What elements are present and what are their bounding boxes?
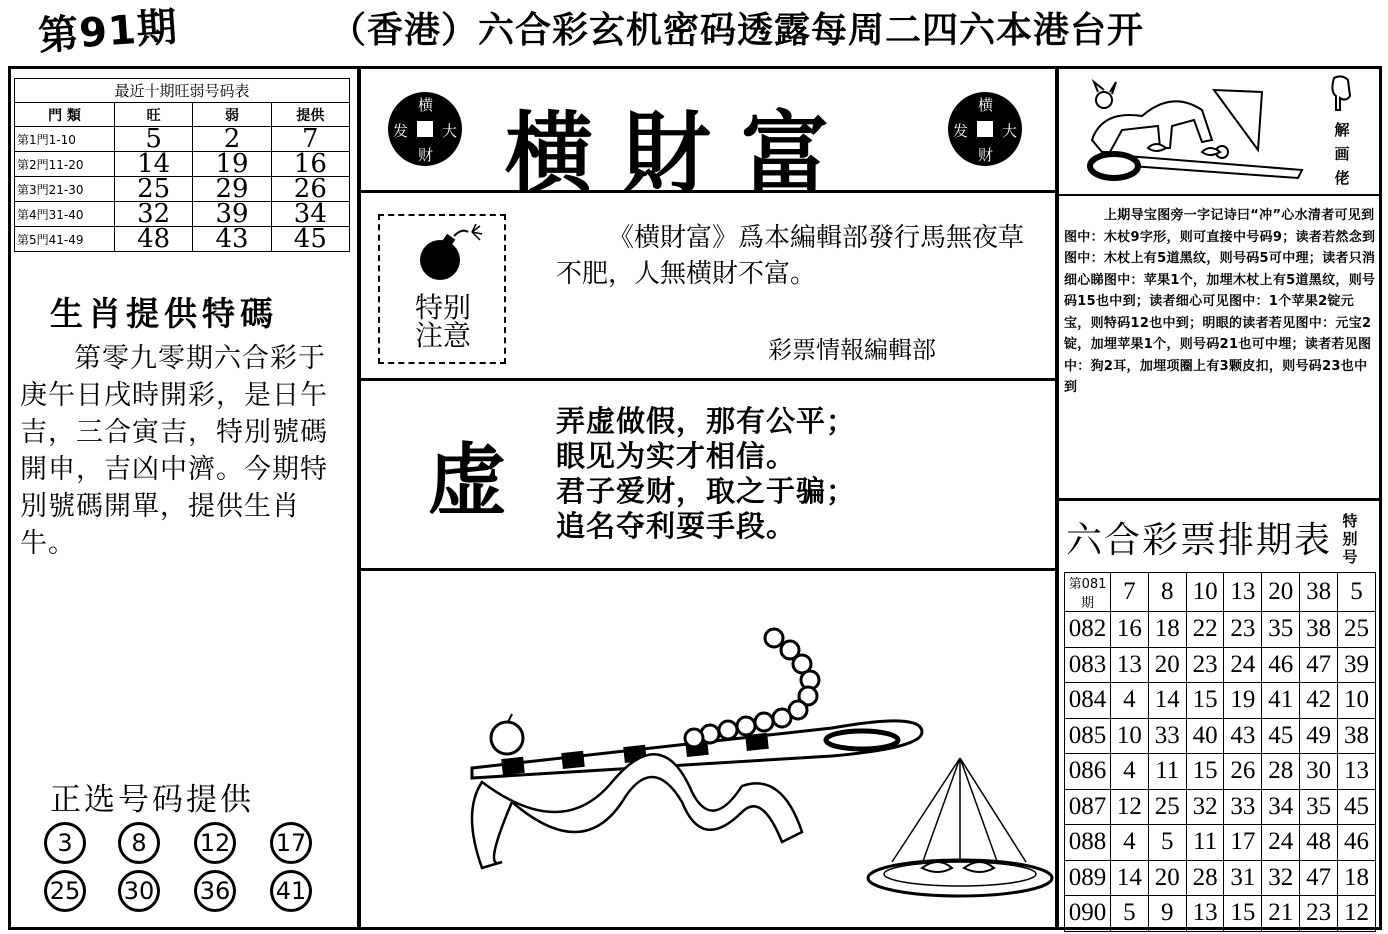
special-cell: 46 [1338,825,1376,861]
number-cell: 20 [1148,860,1186,896]
pick-ball: 30 [118,870,160,912]
strong-value: 25 [115,177,193,202]
poem-line: 君子爱财，取之于骗； [556,474,857,508]
special-cell: 5 [1338,573,1376,612]
number-cell: 13 [1111,647,1149,683]
number-cell: 30 [1300,754,1338,790]
special-header-char: 特 [1342,512,1358,530]
number-cell: 17 [1224,825,1262,861]
hint-side-char: 解 [1334,121,1350,139]
number-cell: 5 [1111,896,1149,932]
offer-value: 45 [271,227,349,252]
number-cell: 35 [1300,789,1338,825]
pick-ball: 12 [194,822,236,864]
coin-char-left: 发 [393,122,409,140]
special-header-char: 号 [1342,548,1358,566]
pick-ball: 17 [270,822,312,864]
offer-value: 16 [271,152,349,177]
special-header-char: 别 [1342,530,1358,548]
schedule-row [1065,718,1376,754]
number-cell: 34 [1262,789,1300,825]
number-cell: 15 [1186,754,1224,790]
weak-value: 2 [193,127,271,152]
strong-value: 32 [115,202,193,227]
number-cell: 22 [1186,612,1224,648]
strength-table [14,78,350,252]
col-header-weak: 弱 [193,103,271,127]
divider [358,378,1058,381]
period-cell: 089 [1065,860,1111,896]
period-cell: 084 [1065,683,1111,719]
schedule-row [1065,789,1376,825]
weak-value: 19 [193,152,271,177]
weak-value: 43 [193,227,271,252]
poem-line: 追名夺利耍手段。 [556,509,797,543]
coin-char-bottom: 财 [418,146,434,164]
special-header [1330,512,1370,566]
number-cell: 11 [1186,825,1224,861]
table-row [15,177,350,202]
number-cell: 38 [1300,612,1338,648]
special-cell: 25 [1338,612,1376,648]
number-cell: 41 [1262,683,1300,719]
poem-line: 弄虚做假，那有公平； [556,404,857,438]
number-cell: 23 [1186,647,1224,683]
period-cell: 085 [1065,718,1111,754]
number-cell: 33 [1148,718,1186,754]
number-cell: 23 [1300,896,1338,932]
number-cell: 20 [1148,647,1186,683]
number-cell: 43 [1224,718,1262,754]
hint-side-char: 画 [1334,145,1350,163]
editor-signature: 彩票情報編輯部 [768,336,936,364]
schedule-row [1065,573,1376,612]
dog-illustration [1062,70,1320,200]
number-cell: 40 [1186,718,1224,754]
strength-table-caption: 最近十期旺弱号码表 [15,79,350,103]
table-row [15,227,350,252]
number-cell: 11 [1148,754,1186,790]
divider [1056,194,1382,196]
pick-ball: 25 [44,870,86,912]
number-cell: 13 [1186,896,1224,932]
number-cell: 42 [1300,683,1338,719]
table-row [15,202,350,227]
coin-char-right: 大 [442,122,458,140]
number-cell: 4 [1111,683,1149,719]
schedule-row [1065,825,1376,861]
table-row [15,127,350,152]
special-cell: 13 [1338,754,1376,790]
bomb-icon [414,224,486,284]
number-cell: 28 [1186,860,1224,896]
number-cell: 9 [1148,896,1186,932]
pick-ball: 3 [44,822,86,864]
special-cell: 12 [1338,896,1376,932]
number-cell: 47 [1300,860,1338,896]
number-cell: 20 [1262,573,1300,612]
row-label: 第4門31-40 [15,202,115,227]
poem-keyword: 虚 [428,435,507,526]
notice-label-line: 特别 [414,291,471,324]
schedule-title: 六合彩票排期表 [1066,520,1333,561]
notice-label-line: 注意 [414,319,471,352]
weak-value: 39 [193,202,271,227]
poem [556,404,856,544]
schedule-row [1065,612,1376,648]
number-cell: 21 [1262,896,1300,932]
special-cell: 45 [1338,789,1376,825]
offer-value: 26 [271,177,349,202]
row-label: 第2門11-20 [15,152,115,177]
period-cell: 086 [1065,754,1111,790]
schedule-row [1065,754,1376,790]
number-cell: 26 [1224,754,1262,790]
number-cell: 28 [1262,754,1300,790]
hint-side-char: 佬 [1334,169,1350,187]
period-cell: 082 [1065,612,1111,648]
offer-value: 34 [271,202,349,227]
number-cell: 5 [1148,825,1186,861]
number-cell: 32 [1262,860,1300,896]
weak-value: 29 [193,177,271,202]
number-cell: 31 [1224,860,1262,896]
pick-ball: 41 [270,870,312,912]
number-cell: 15 [1224,896,1262,932]
number-cell: 4 [1111,825,1149,861]
schedule-table [1064,572,1376,932]
number-cell: 47 [1300,647,1338,683]
number-cell: 4 [1111,754,1149,790]
col-header-strong: 旺 [115,103,193,127]
number-cell: 19 [1224,683,1262,719]
coin-char-right: 大 [1002,122,1018,140]
strong-value: 5 [115,127,193,152]
hint-side-label [1322,118,1362,190]
number-cell: 14 [1111,860,1149,896]
poem-line: 眼见为实才相信。 [556,439,797,473]
intro-text: 《横財富》爲本編輯部發行馬無夜草不肥，人無横財不富。 [556,223,1025,289]
number-cell: 24 [1262,825,1300,861]
picks-title: 正选号码提供 [50,782,254,818]
number-cell: 38 [1300,573,1338,612]
divider [358,568,1058,571]
coin-icon [388,92,462,166]
number-cell: 10 [1186,573,1224,612]
zodiac-text: 第零九零期六合彩于庚午日戌時開彩，是日午吉，三合寅吉，特別號碼開申，吉凶中濟。今期特別號碼開單，提供生肖牛。 [20,343,328,559]
period-cell: 087 [1065,789,1111,825]
number-cell: 48 [1300,825,1338,861]
coin-char-bottom: 财 [978,146,994,164]
number-cell: 13 [1224,573,1262,612]
divider [1056,498,1382,501]
period-cell: 088 [1065,825,1111,861]
hint-text: 上期导宝图旁一字记诗曰“冲”心水清者可见到图中：木杖9字形，则可直接中号码9；读者若然念到图中：木杖上有5道黑纹，则号码5可中理；读者只消细心睇图中：苹果1个，加埋木杖上有5道黑纹，则号码15也中到；读者细心可见图中：1个苹果2锭元宝，则特码12也中到；明眼的读者若见图中：元宝2锭，加埋苹果1个，则号码21也可中埋；读者若见图中：狗2耳，加埋项圈上有3颗皮扣，则号码23也中到 [1064,208,1376,395]
number-cell: 18 [1148,612,1186,648]
number-cell: 14 [1148,683,1186,719]
number-cell: 32 [1186,789,1224,825]
page-headline: （香港）六合彩玄机密码透露每周二四六本港台开 [330,10,1145,51]
pick-ball: 36 [194,870,236,912]
number-cell: 23 [1224,612,1262,648]
number-cell: 46 [1262,647,1300,683]
special-cell: 39 [1338,647,1376,683]
row-label: 第5門41-49 [15,227,115,252]
number-cell: 12 [1111,789,1149,825]
pointing-hand-icon [1328,74,1356,114]
number-cell: 7 [1111,573,1149,612]
col-header-category: 門 類 [15,103,115,127]
col-header-offer: 提供 [271,103,349,127]
issue-number: 第91期 [36,4,180,60]
strong-value: 48 [115,227,193,252]
staff-illustration [362,572,1056,927]
period-cell: 083 [1065,647,1111,683]
zodiac-title: 生肖提供特碼 [50,294,278,333]
schedule-row [1065,896,1376,932]
number-cell: 8 [1148,573,1186,612]
number-cell: 49 [1300,718,1338,754]
notice-label [390,291,496,352]
coin-char-left: 发 [953,122,969,140]
number-cell: 15 [1186,683,1224,719]
schedule-row [1065,860,1376,896]
brand-title: 横財富 [505,101,860,205]
number-cell: 24 [1224,647,1262,683]
offer-value: 7 [271,127,349,152]
special-cell: 18 [1338,860,1376,896]
special-cell: 38 [1338,718,1376,754]
period-cell: 090 [1065,896,1111,932]
row-label: 第1門1-10 [15,127,115,152]
schedule-row [1065,683,1376,719]
number-cell: 10 [1111,718,1149,754]
coin-icon [948,92,1022,166]
table-row [15,152,350,177]
pick-ball: 8 [118,822,160,864]
strong-value: 14 [115,152,193,177]
number-cell: 45 [1262,718,1300,754]
row-label: 第3門21-30 [15,177,115,202]
coin-char-top: 横 [978,96,994,114]
period-cell: 第081期 [1065,573,1111,612]
number-cell: 25 [1148,789,1186,825]
special-cell: 10 [1338,683,1376,719]
number-cell: 33 [1224,789,1262,825]
number-cell: 16 [1111,612,1149,648]
number-cell: 35 [1262,612,1300,648]
schedule-row [1065,647,1376,683]
coin-char-top: 横 [418,96,434,114]
